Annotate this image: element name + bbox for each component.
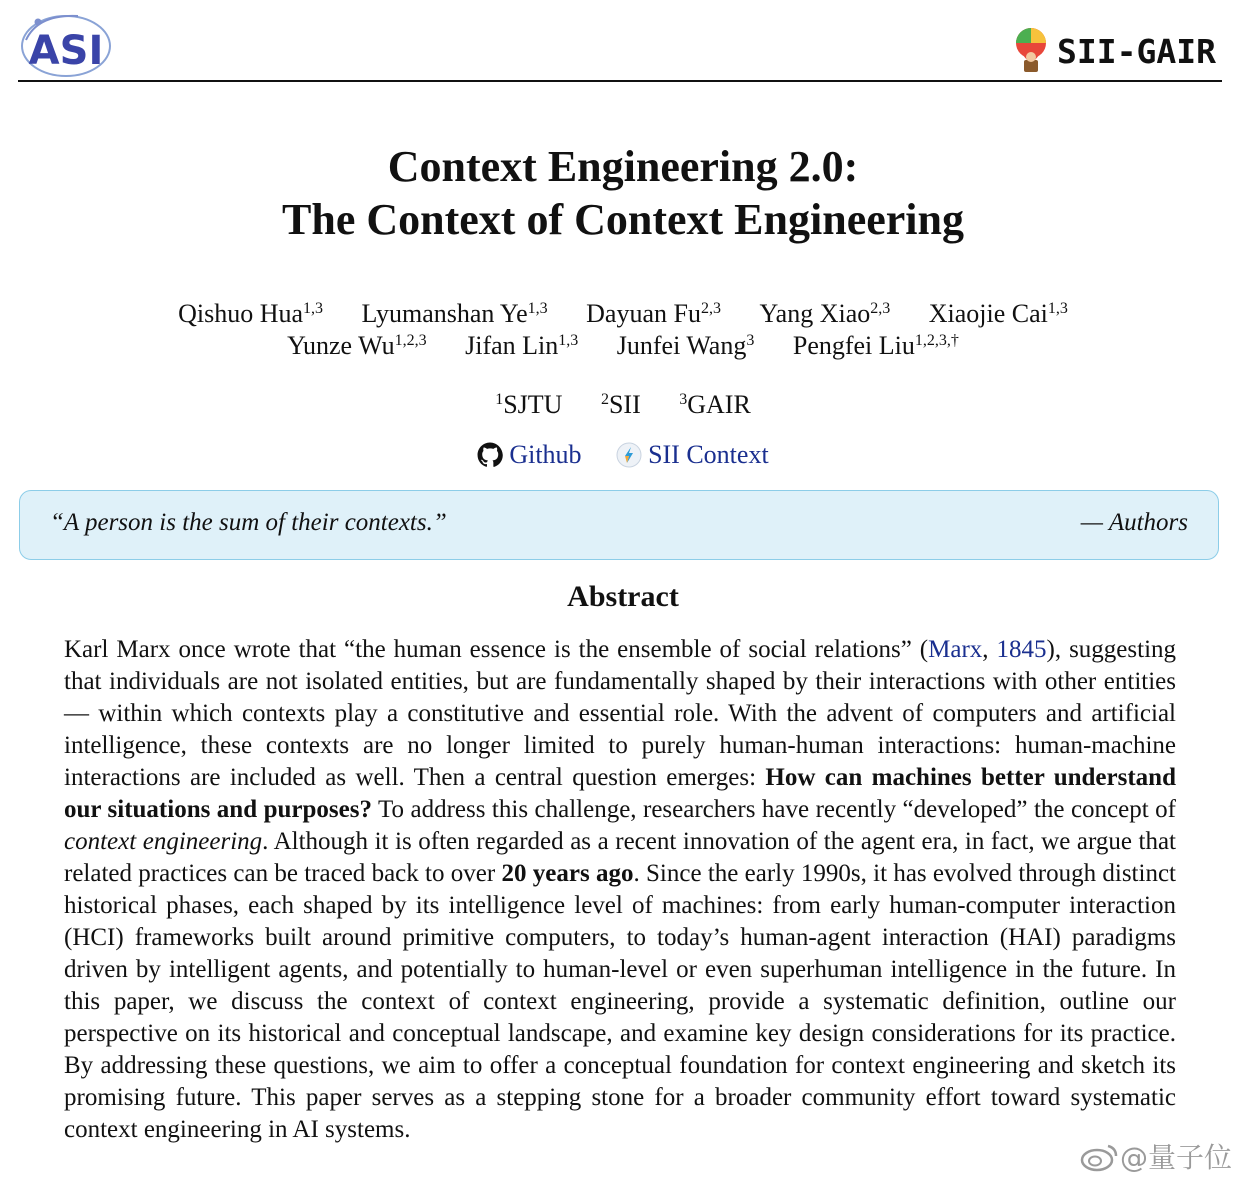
sii-context-link-label: SII Context [648,440,769,469]
watermark-text: @量子位 [1119,1141,1232,1174]
balloon-icon [1011,26,1051,76]
author: Xiaojie Cai$^{1,3}$ [928,299,1068,328]
abstract-body: Karl Marx once wrote that “the human essence is the ensemble of social relations” (Marx, 1845), suggesting that individuals are not isolated entities, but are fundamentally shaped by their interactions with other entities — within which contexts play a constitutive and essential role. With the advent of computers and artificial intelligence, these contexts are no longer limited to purely human-human interactions: human-machine interactions are included as well. Then a central question emerges: How can machines better understand our situations and purposes? To address this challenge, researchers have recently “developed” the concept of context engineering. Although it is often regarded as a recent innovation of the agent era, in fact, we argue that related practices can be traced back to over 20 years ago. Since the early 1990s, it has evolved through distinct historical phases, each shaped by its intelligence level of machines: from early human-computer interaction (HCI) frameworks built around primitive computers, to today’s human-agent interaction (HAI) paradigms driven by intelligent agents, and potentially to human-level or even superhuman intelligence in the future. In this paper, we discuss the context of context engineering, provide a systematic definition, outline our perspective on its historical and conceptual landscape, and examine key design considerations for its practice. By addressing these questions, we aim to offer a conceptual foundation for context engineering and sketch its promising future. This paper serves as a stepping stone for a broader community effort toward systematic context engineering in AI systems. [64,636,1177,1143]
weibo-icon [1080,1140,1120,1172]
emphasis-question: How can machines better understand our situations and purposes? [64,764,1176,823]
github-icon [477,442,503,468]
affiliation: $^1$SJTU [495,390,563,419]
author: Yunze Wu$^{1,2,3}$ [287,331,427,360]
watermark [1080,1136,1232,1176]
author: Pengfei Liu$^{1,2,3,\dagger}$ [792,331,959,360]
affiliation: $^3$GAIR [679,390,751,419]
author: Dayuan Fu$^{2,3}$ [586,299,721,328]
sii-context-icon [616,442,642,468]
github-link[interactable] [477,440,581,470]
epigraph-attribution: — Authors [1080,509,1188,536]
epigraph-quote: “A person is the sum of their contexts.” [50,509,447,536]
author-line-1 [0,298,1246,330]
svg-text:ASI: ASI [28,28,104,74]
asi-logo [18,10,114,82]
author-line-2 [0,330,1246,362]
emphasis-term: context engineering [64,828,263,855]
title-line-1: Context Engineering 2.0: [387,142,859,191]
sii-gair-logo-text: SII-GAIR [1057,31,1216,71]
abstract-heading: Abstract [567,580,679,613]
title-line-2: The Context of Context Engineering [282,195,964,244]
sii-context-link[interactable] [616,440,769,470]
author-list [0,298,1246,362]
citation-link-author[interactable]: Marx [928,636,983,663]
affiliations [0,390,1246,420]
author: Lyumanshan Ye$^{1,3}$ [361,299,548,328]
citation-link-year[interactable]: 1845 [996,636,1047,663]
author: Jifan Lin$^{1,3}$ [465,331,579,360]
page-header [0,0,1246,84]
author: Yang Xiao$^{2,3}$ [759,299,891,328]
epigraph-box [19,490,1219,560]
links-row [0,440,1246,475]
emphasis-years: 20 years ago [501,860,634,887]
github-link-label: Github [509,440,582,469]
author: Qishuo Hua$^{1,3}$ [178,299,324,328]
author: Junfei Wang$^3$ [616,331,755,360]
paper-title [0,140,1246,246]
sii-gair-logo [1011,26,1216,76]
header-rule [18,80,1222,82]
affiliation: $^2$SII [600,390,641,419]
